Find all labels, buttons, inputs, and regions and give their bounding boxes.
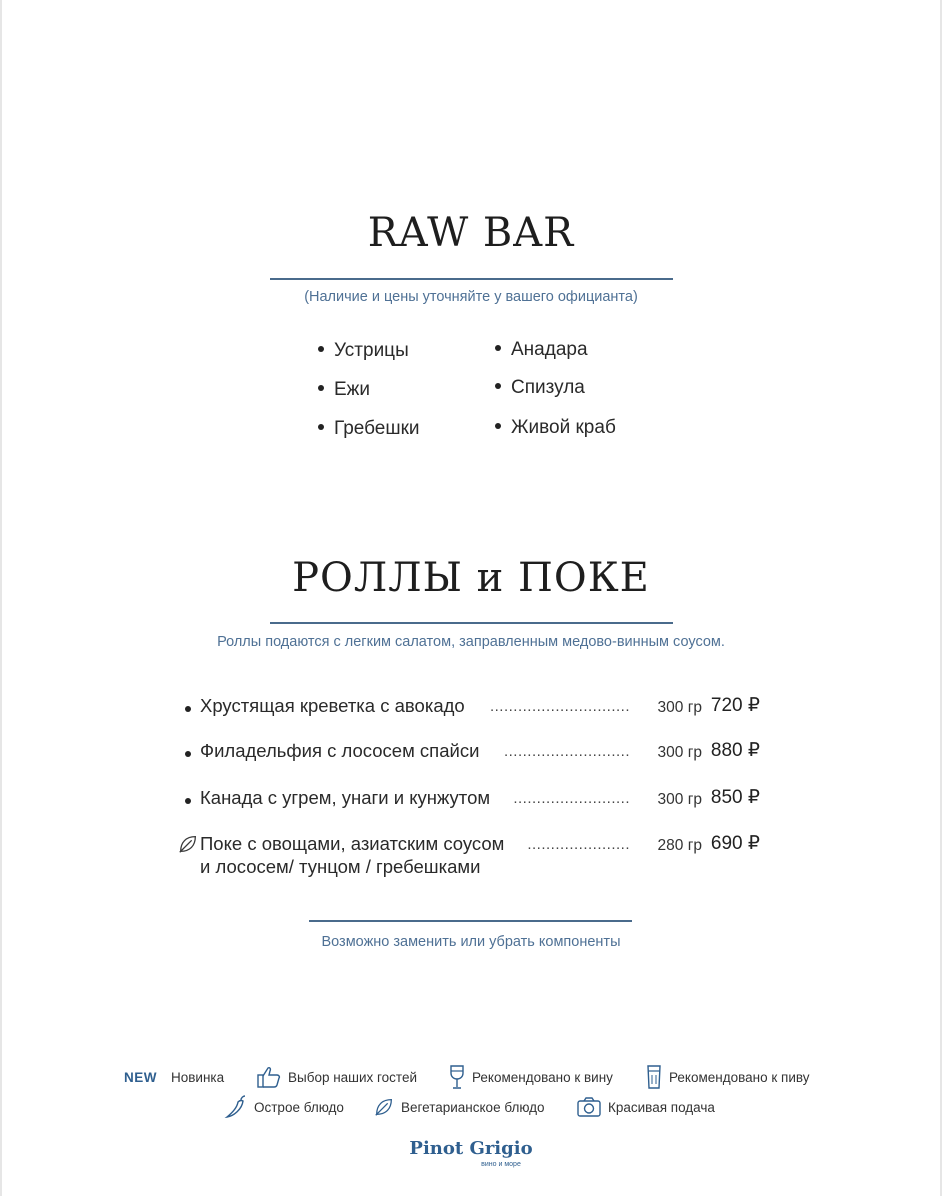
rolls-note: Роллы подаются с легким салатом, заправленным медово-винным соусом. <box>217 634 725 650</box>
list-item: Гребешки <box>318 418 420 440</box>
rolls-footer-note: Возможно заменить или убрать компоненты <box>321 934 621 950</box>
raw-bar-divider <box>270 278 673 280</box>
item-price: 880 ₽ <box>710 740 760 761</box>
legend-guests-choice <box>256 1064 417 1090</box>
brand-tagline: вино и море <box>481 1161 521 1168</box>
list-item: Ежи <box>318 379 370 401</box>
menu-item <box>0 695 942 735</box>
rolls-divider <box>270 622 673 624</box>
list-item: Устрицы <box>318 340 409 362</box>
legend-label: Выбор наших гостей <box>288 1069 418 1085</box>
item-weight: 300 гр <box>657 791 702 808</box>
rolls-title: РОЛЛЫ и ПОКЕ <box>292 555 650 601</box>
dot-leader: ........................... <box>503 743 630 760</box>
legend-label: Вегетарианское блюдо <box>401 1099 545 1115</box>
brand-logo: Pinot Grigio <box>409 1138 533 1159</box>
legend-label: Острое блюдо <box>254 1099 344 1115</box>
legend-row-1 <box>0 1064 942 1090</box>
menu-item <box>0 740 942 780</box>
new-badge: NEW <box>124 1069 157 1085</box>
item-price: 690 ₽ <box>710 833 760 854</box>
legend-row-2 <box>0 1094 942 1120</box>
bullet-icon <box>495 345 501 351</box>
leaf-icon <box>177 833 199 855</box>
chili-pepper-icon <box>224 1094 248 1120</box>
raw-bar-note: (Наличие и цены уточняйте у вашего официанта) <box>304 289 638 305</box>
legend-vegetarian <box>373 1094 545 1120</box>
bullet-icon <box>185 751 191 757</box>
bullet-icon <box>495 423 501 429</box>
dot-leader: ......................... <box>513 790 630 807</box>
item-weight: 280 гр <box>657 837 702 854</box>
leaf-icon <box>373 1095 395 1119</box>
list-item: Анадара <box>495 339 588 361</box>
raw-bar-title: RAW BAR <box>367 210 575 256</box>
rolls-footer-divider <box>309 920 632 922</box>
item-name-continued: и лососем/ тунцом / гребешками <box>200 856 481 877</box>
legend-new <box>124 1064 224 1090</box>
item-price: 850 ₽ <box>710 787 760 808</box>
item-name: Хрустящая креветка с авокадо <box>200 695 465 716</box>
item-weight: 300 гр <box>657 699 702 716</box>
legend-wine <box>448 1064 613 1090</box>
beer-glass-icon <box>645 1064 663 1090</box>
menu-item <box>0 787 942 827</box>
legend-label: Рекомендовано к пиву <box>669 1069 810 1085</box>
bullet-icon <box>185 798 191 804</box>
list-item: Спизула <box>495 377 585 399</box>
bullet-icon <box>318 385 324 391</box>
item-name: Канада с угрем, унаги и кунжутом <box>200 787 491 808</box>
item-name: Филадельфия с лососем спайси <box>200 740 480 761</box>
dot-leader: ...................... <box>527 836 630 853</box>
bullet-icon <box>318 424 324 430</box>
legend-label: Рекомендовано к вину <box>472 1069 613 1085</box>
dot-leader: .............................. <box>489 698 630 715</box>
legend-photo <box>576 1094 715 1120</box>
legend-spicy <box>224 1094 344 1120</box>
bullet-icon <box>185 706 191 712</box>
legend-beer <box>645 1064 810 1090</box>
wine-glass-icon <box>448 1064 466 1090</box>
item-name: Поке с овощами, азиатским соусом <box>200 833 505 854</box>
bullet-icon <box>318 346 324 352</box>
legend-label: Новинка <box>171 1069 225 1085</box>
thumbs-up-icon <box>256 1065 282 1089</box>
item-price: 720 ₽ <box>710 695 760 716</box>
bullet-icon <box>495 383 501 389</box>
list-item: Живой краб <box>495 417 616 439</box>
camera-icon <box>576 1096 602 1118</box>
menu-item <box>0 833 942 883</box>
item-weight: 300 гр <box>657 744 702 761</box>
legend-label: Красивая подача <box>608 1099 715 1115</box>
